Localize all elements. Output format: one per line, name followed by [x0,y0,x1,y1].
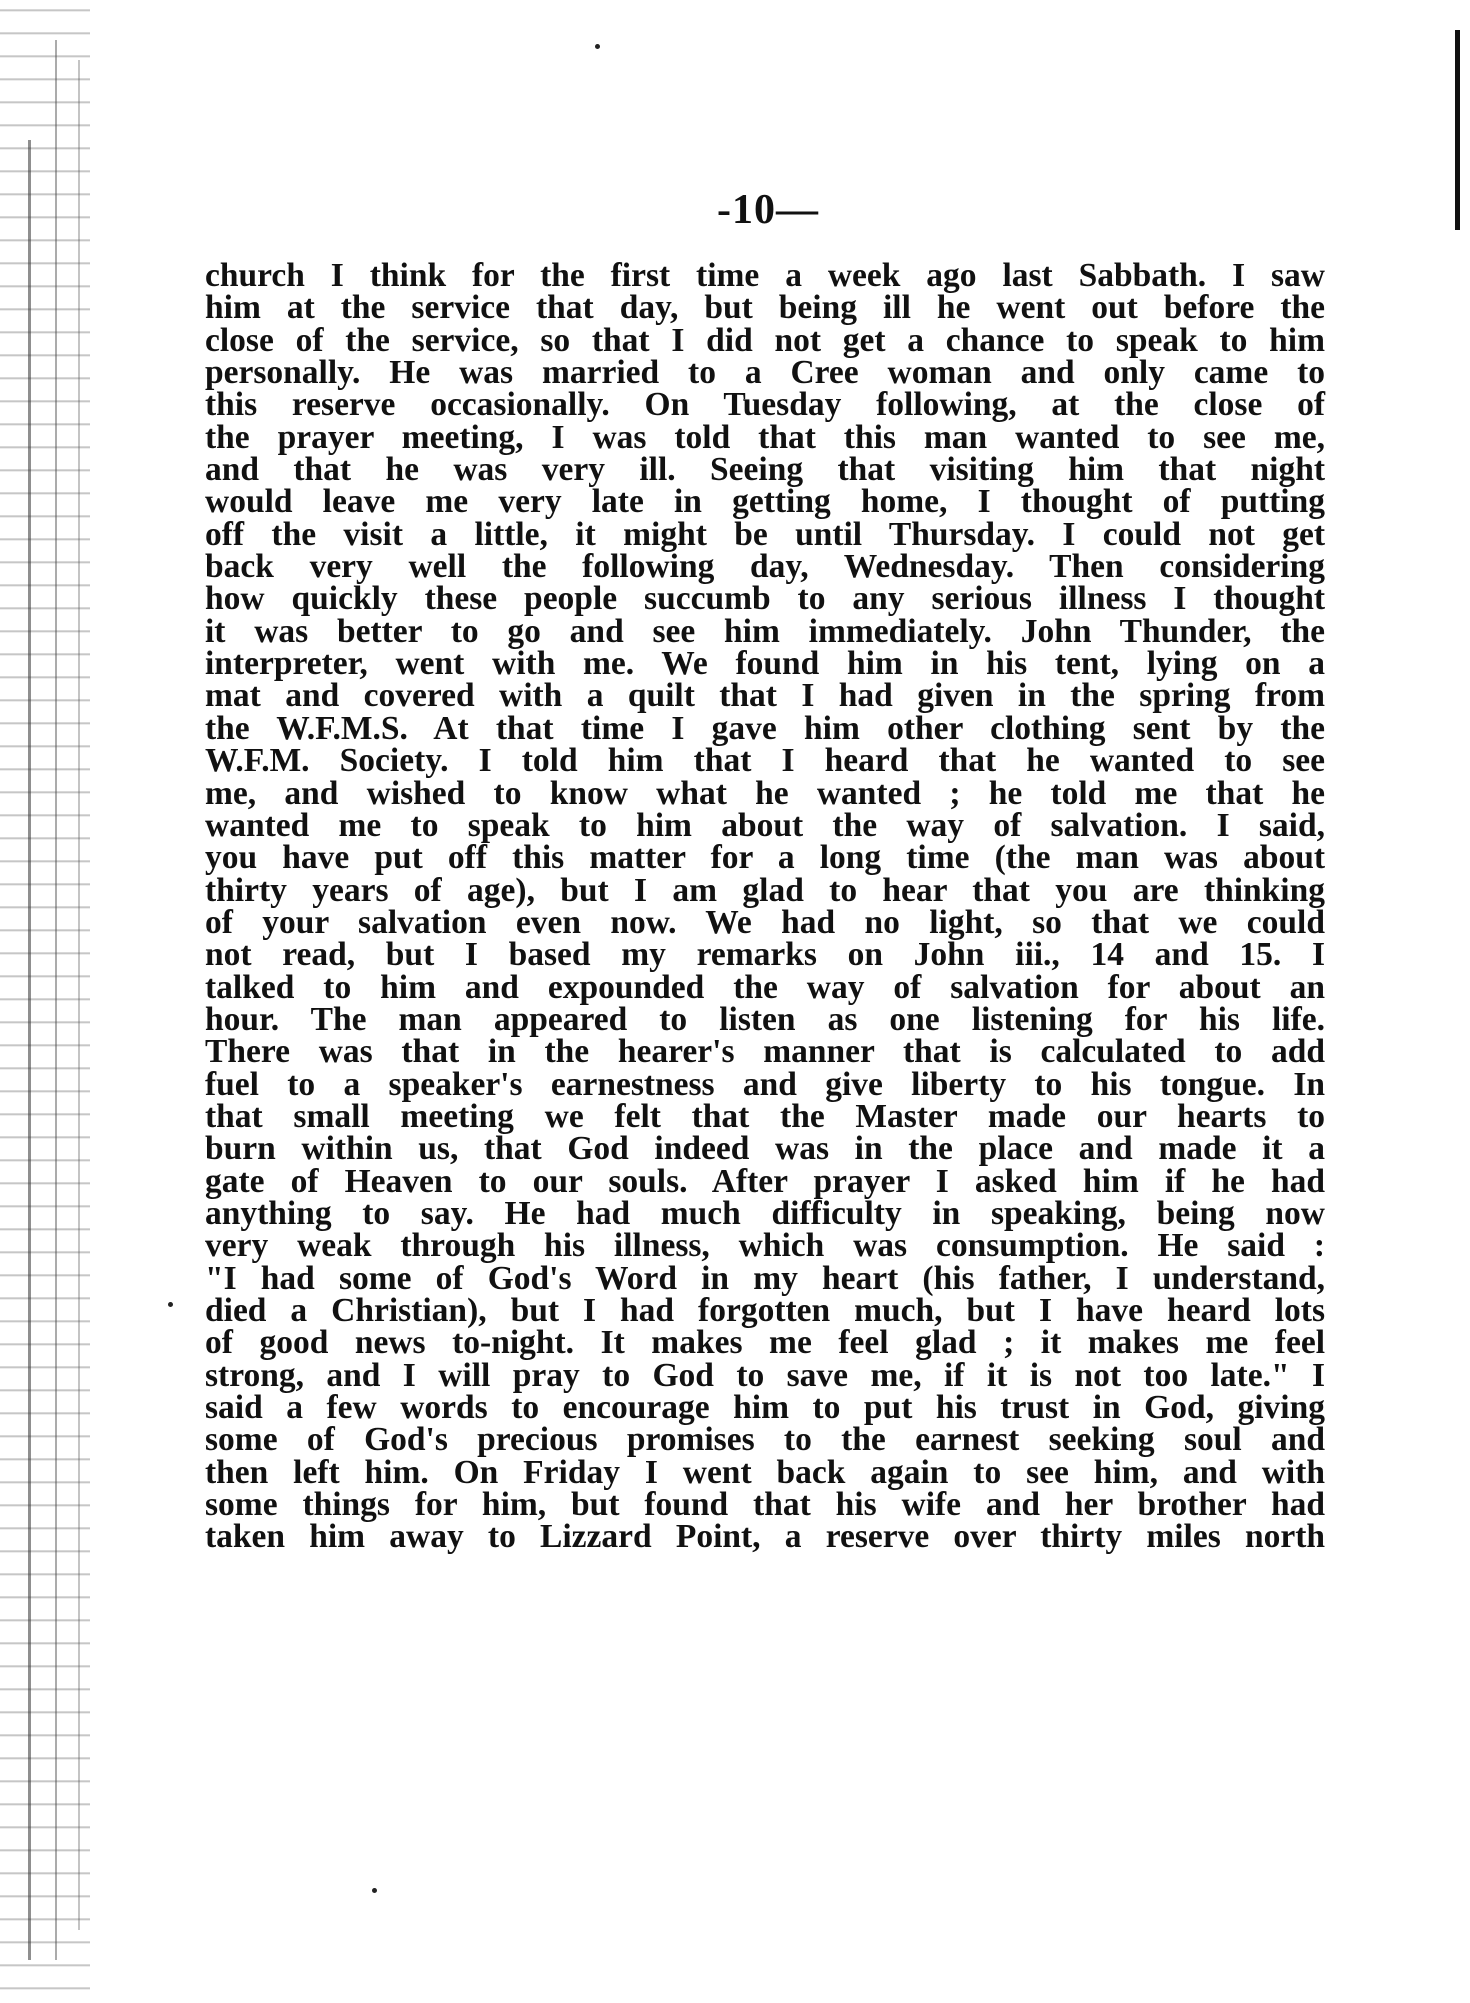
text-line: off the visit a little, it might be until Thursday. I could not get [205,515,1325,553]
text-line: it was better to go and see him immediately. John Thunder, the [205,612,1325,650]
text-line: how quickly these people succumb to any serious illness I thought [205,580,1325,618]
text-line: anything to say. He had much difficulty in speaking, being now [205,1194,1325,1232]
text-line: gate of Heaven to our souls. After prayer I asked him if he had [205,1162,1325,1200]
text-line: some things for him, but found that his wife and her brother had [205,1486,1325,1524]
scan-speck [168,1302,173,1307]
text-line: mat and covered with a quilt that I had given in the spring from [205,677,1325,715]
text-line: this reserve occasionally. On Tuesday following, at the close of [205,386,1325,424]
body-text [205,257,1325,1556]
text-line: talked to him and expounded the way of salvation for about an [205,968,1325,1006]
text-line: burn within us, that God indeed was in the place and made it a [205,1130,1325,1168]
text-line: thirty years of age), but I am glad to hear that you are thinking [205,871,1325,909]
text-line: would leave me very late in getting home, I thought of putting [205,483,1325,521]
text-line: then left him. On Friday I went back again to see him, and with [205,1453,1325,1491]
text-line: W.F.M. Society. I told him that I heard that he wanted to see [205,742,1325,780]
text-line: fuel to a speaker's earnestness and give liberty to his tongue. In [205,1065,1325,1103]
text-line: of your salvation even now. We had no light, so that we could [205,903,1325,941]
text-line: you have put off this matter for a long time (the man was about [205,839,1325,877]
text-line: back very well the following day, Wednesday. Then considering [205,548,1325,586]
text-line: said a few words to encourage him to put his trust in God, giving [205,1389,1325,1427]
binding-edge [0,0,90,2003]
text-line: and that he was very ill. Seeing that visiting him that night [205,451,1325,489]
binding-shadow [78,60,80,1930]
binding-shadow [28,140,31,1960]
scan-speck [595,44,600,49]
text-line: the W.F.M.S. At that time I gave him other clothing sent by the [205,709,1325,747]
text-line: very weak through his illness, which was consumption. He said : [205,1227,1325,1265]
text-line: of good news to-night. It makes me feel glad ; it makes me feel [205,1324,1325,1362]
text-line: me, and wished to know what he wanted ; he told me that he [205,774,1325,812]
text-line: personally. He was married to a Cree woman and only came to [205,354,1325,392]
binding-shadow [55,40,57,1960]
text-line: close of the service, so that I did not get a chance to speak to him [205,321,1325,359]
text-line: the prayer meeting, I was told that this man wanted to see me, [205,418,1325,456]
text-line: strong, and I will pray to God to save me, if it is not too late." I [205,1356,1325,1394]
text-line: some of God's precious promises to the earnest seeking soul and [205,1421,1325,1459]
text-line: interpreter, went with me. We found him in his tent, lying on a [205,645,1325,683]
text-line: not read, but I based my remarks on John iii., 14 and 15. I [205,936,1325,974]
page-number: -10— [717,187,819,233]
text-line: died a Christian), but I had forgotten much, but I have heard lots [205,1292,1325,1329]
scan-speck [372,1888,377,1893]
text-line: wanted me to speak to him about the way of salvation. I said, [205,806,1325,844]
text-line: that small meeting we felt that the Master made our hearts to [205,1097,1325,1135]
text-line: There was that in the hearer's manner that is calculated to add [205,1033,1325,1071]
text-line: taken him away to Lizzard Point, a reserve over thirty miles north [205,1518,1325,1556]
text-line: church I think for the first time a week ago last Sabbath. I saw [205,257,1325,294]
text-line: hour. The man appeared to listen as one listening for his life. [205,1000,1325,1038]
text-line: him at the service that day, but being ill he went out before the [205,289,1325,327]
text-line: "I had some of God's Word in my heart (his father, I understand, [205,1259,1325,1297]
